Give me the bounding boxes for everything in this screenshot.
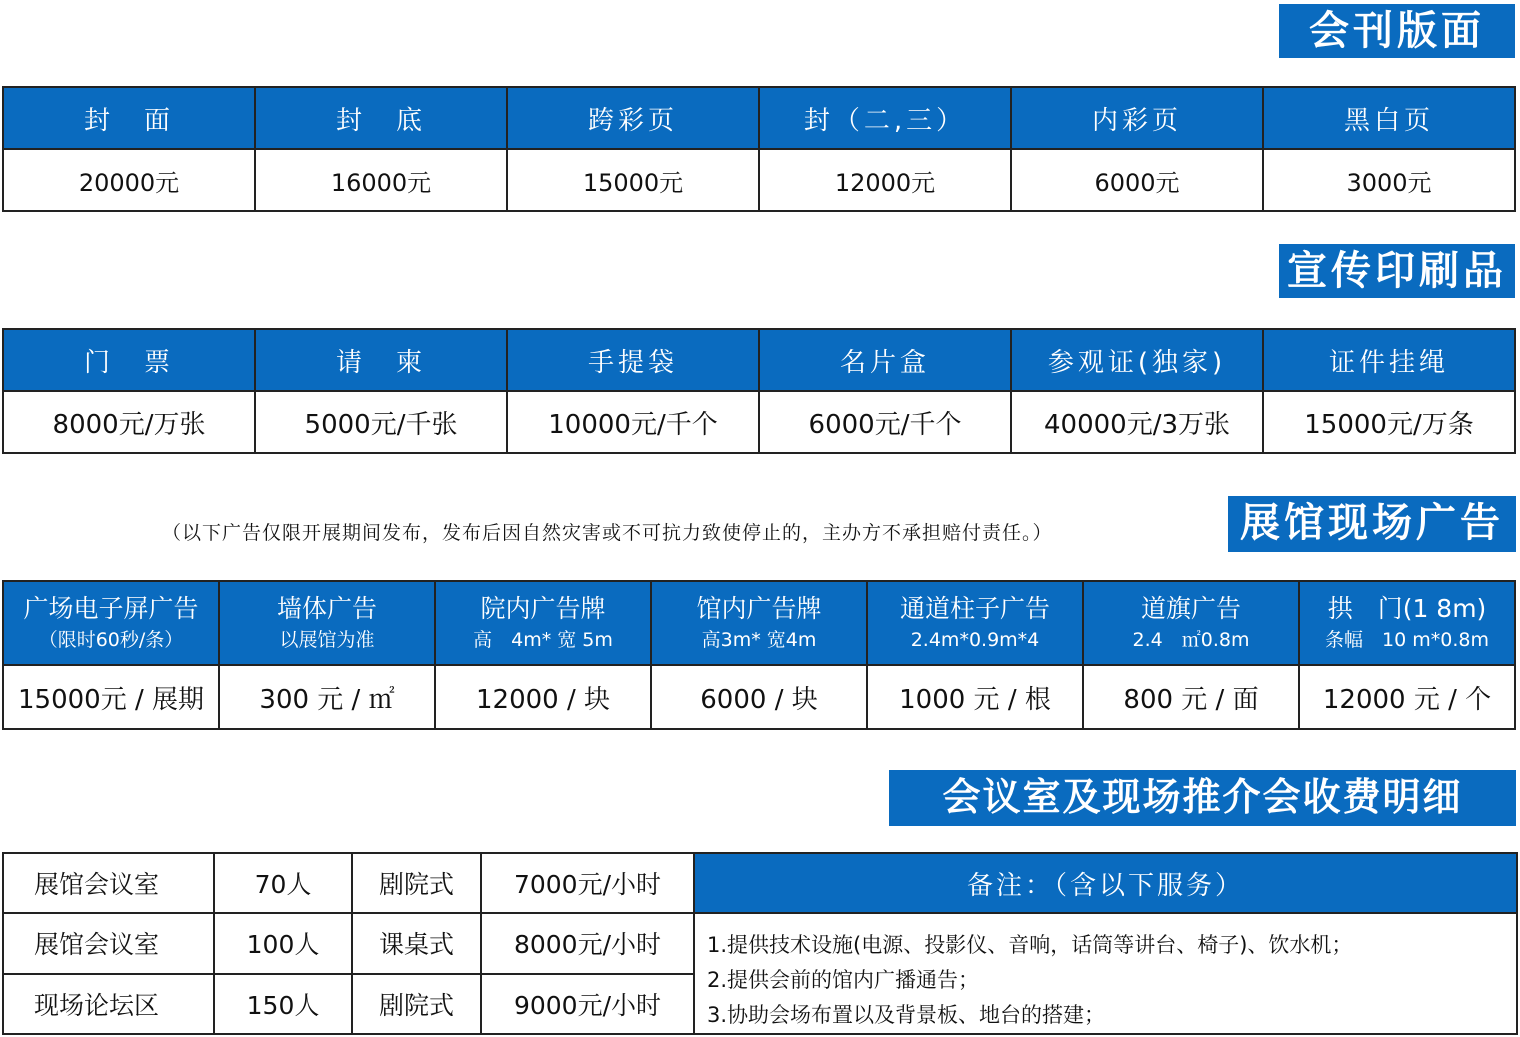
meeting-fee-table [2, 852, 1518, 1035]
price-cell: 16000元 [255, 149, 507, 211]
meeting-section-title: 会议室及现场推介会收费明细 [889, 770, 1516, 826]
table-header: 封（二,三） [759, 87, 1011, 149]
table-header [435, 581, 651, 665]
room-style: 剧院式 [352, 974, 481, 1035]
price-cell: 800 元 / 面 [1083, 665, 1299, 729]
header-sub: （限时60秒/条） [38, 629, 184, 651]
room-name: 展馆会议室 [3, 853, 214, 913]
table-header: 跨彩页 [507, 87, 759, 149]
header-main: 院内广告牌 [480, 594, 606, 623]
note-line: 2.提供会前的馆内广播通告； [707, 968, 980, 992]
table-header [219, 581, 435, 665]
price-cell: 6000元/千个 [759, 391, 1011, 453]
room-capacity: 70人 [214, 853, 352, 913]
price-cell: 15000元 [507, 149, 759, 211]
table-header: 封 面 [3, 87, 255, 149]
notes-cell [694, 913, 1517, 1034]
price-cell: 8000元/万张 [3, 391, 255, 453]
print-price-table [2, 328, 1516, 454]
header-main: 墙体广告 [276, 594, 377, 623]
room-price: 7000元/小时 [481, 853, 694, 913]
header-sub: 条幅 10 m*0.8m [1325, 629, 1489, 651]
room-capacity: 100人 [214, 913, 352, 974]
exhibit-ad-table [2, 580, 1516, 730]
room-price: 8000元/小时 [481, 913, 694, 974]
magazine-price-table [2, 86, 1516, 212]
magazine-section-title: 会刊版面 [1279, 4, 1515, 58]
header-sub: 高3m* 宽4m [701, 629, 817, 651]
table-header: 内彩页 [1011, 87, 1263, 149]
note-line: 1.提供技术设施(电源、投影仪、音响，话筒等讲台、椅子)、饮水机； [707, 933, 1353, 957]
price-cell: 20000元 [3, 149, 255, 211]
room-price: 9000元/小时 [481, 974, 694, 1035]
table-header: 证件挂绳 [1263, 329, 1515, 391]
price-cell: 15000元 / 展期 [3, 665, 219, 729]
price-cell: 12000元 [759, 149, 1011, 211]
note-line: 3.协助会场布置以及背景板、地台的搭建； [707, 1003, 1106, 1027]
exhibit-notice: （以下广告仅限开展期间发布，发布后因自然灾害或不可抗力致使停止的，主办方不承担赔付责任。） [162, 522, 1053, 544]
header-main: 通道柱子广告 [899, 594, 1050, 623]
price-cell: 10000元/千个 [507, 391, 759, 453]
header-main: 广场电子屏广告 [23, 594, 199, 623]
table-header: 封 底 [255, 87, 507, 149]
room-capacity: 150人 [214, 974, 352, 1035]
exhibit-section-title: 展馆现场广告 [1228, 496, 1516, 552]
table-header: 参观证(独家) [1011, 329, 1263, 391]
price-cell: 15000元/万条 [1263, 391, 1515, 453]
header-main: 馆内广告牌 [696, 594, 822, 623]
room-style: 课桌式 [352, 913, 481, 974]
price-cell: 12000 / 块 [435, 665, 651, 729]
price-cell: 3000元 [1263, 149, 1515, 211]
room-name: 展馆会议室 [3, 913, 214, 974]
price-cell: 1000 元 / 根 [867, 665, 1083, 729]
table-header: 黑白页 [1263, 87, 1515, 149]
price-cell: 5000元/千张 [255, 391, 507, 453]
table-header [867, 581, 1083, 665]
header-sub: 2.4m*0.9m*4 [910, 629, 1040, 651]
header-sub: 高 4m* 宽 5m [473, 629, 613, 651]
table-header: 手提袋 [507, 329, 759, 391]
header-sub: 2.4 ㎡0.8m [1132, 629, 1250, 651]
price-cell: 6000 / 块 [651, 665, 867, 729]
print-section-title: 宣传印刷品 [1279, 244, 1515, 298]
table-header [1083, 581, 1299, 665]
table-header: 名片盒 [759, 329, 1011, 391]
room-style: 剧院式 [352, 853, 481, 913]
header-sub: 以展馆为准 [279, 629, 375, 651]
price-cell: 40000元/3万张 [1011, 391, 1263, 453]
header-main: 拱 门(1 8m) [1327, 594, 1487, 623]
room-name: 现场论坛区 [3, 974, 214, 1035]
table-header [3, 581, 219, 665]
notes-header: 备注：（含以下服务） [694, 853, 1517, 913]
table-header [1299, 581, 1515, 665]
price-cell: 300 元 / ㎡ [219, 665, 435, 729]
table-header: 门 票 [3, 329, 255, 391]
table-header: 请 柬 [255, 329, 507, 391]
price-cell: 6000元 [1011, 149, 1263, 211]
price-cell: 12000 元 / 个 [1299, 665, 1515, 729]
header-main: 道旗广告 [1140, 594, 1241, 623]
table-header [651, 581, 867, 665]
